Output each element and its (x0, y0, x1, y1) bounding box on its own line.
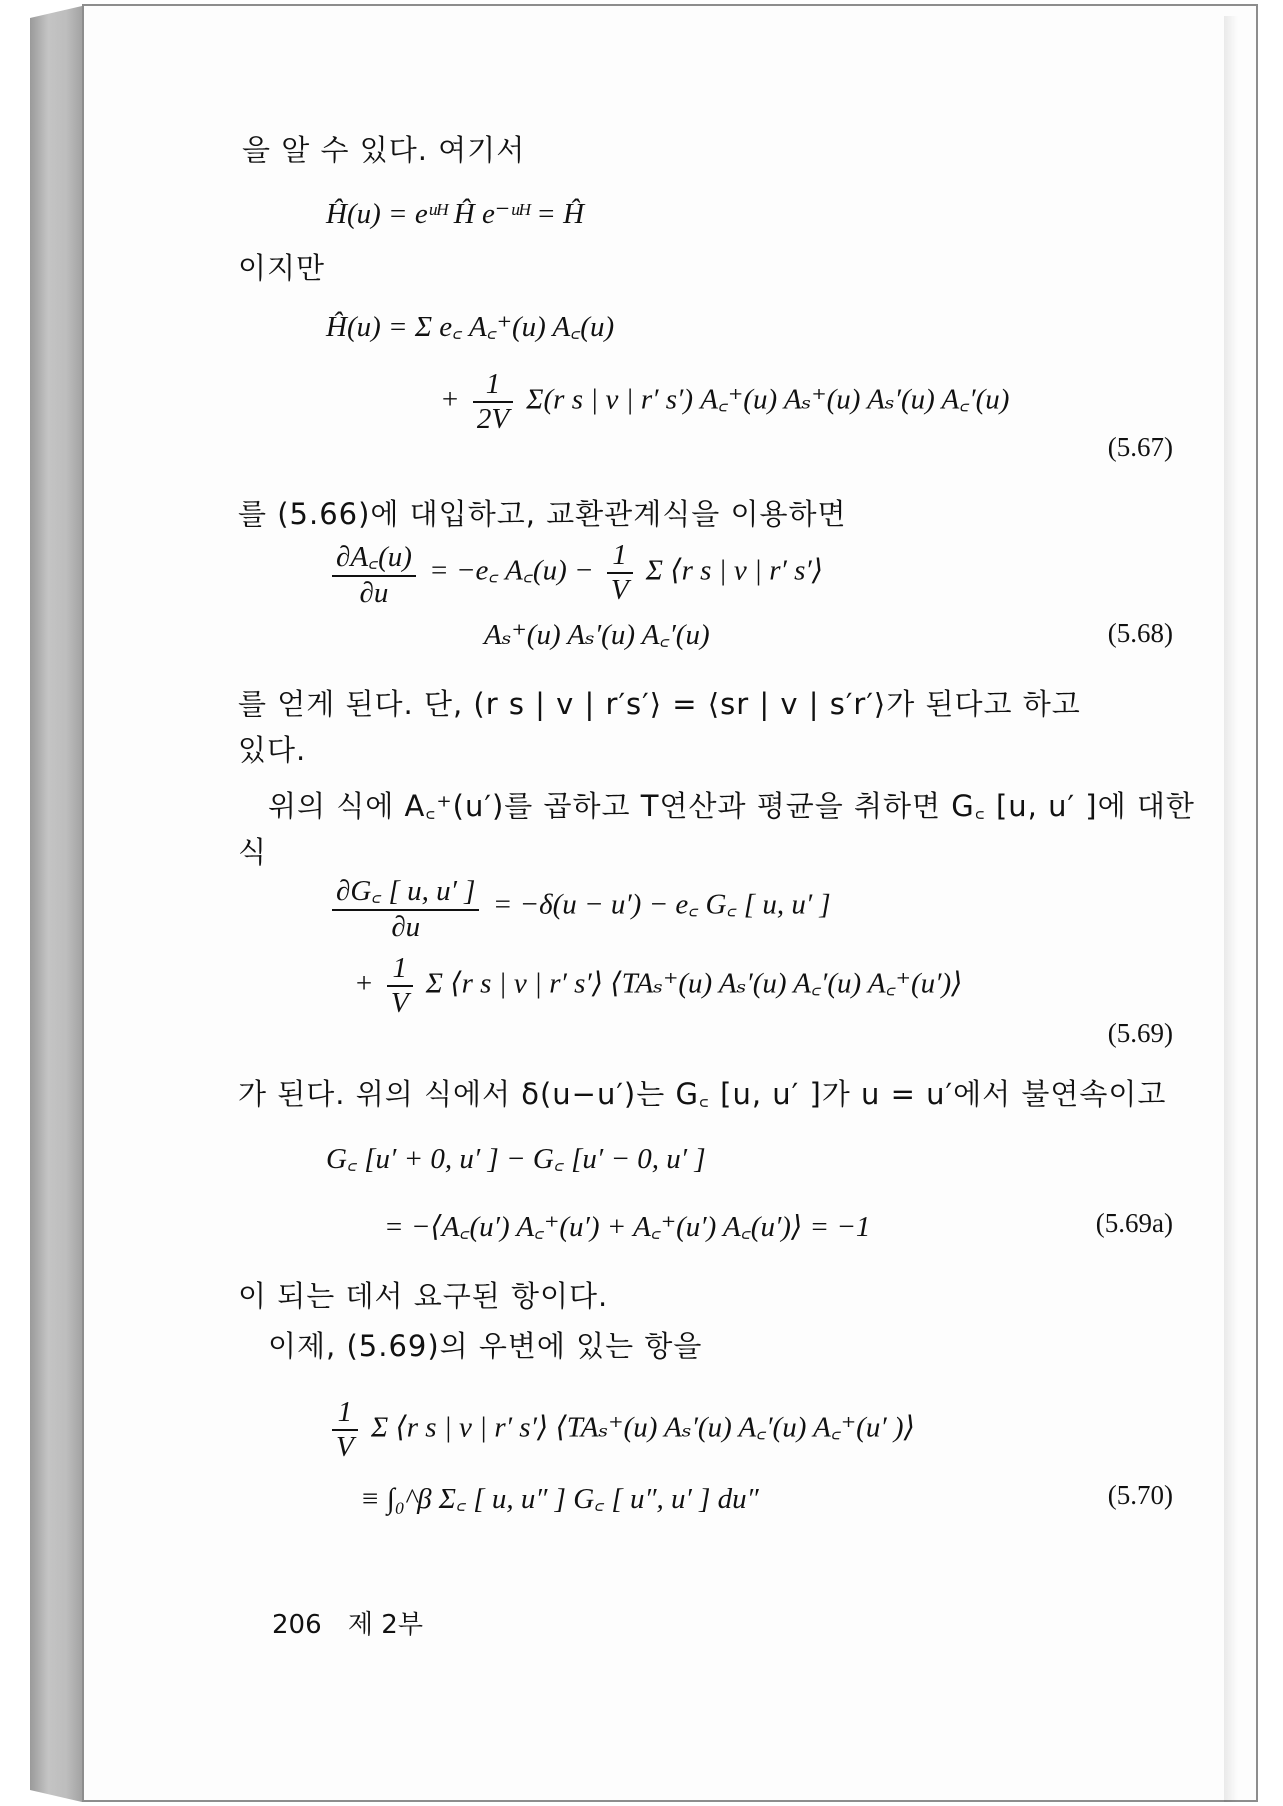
fraction-denominator: 2V (476, 403, 510, 435)
text-line: 이지만 (238, 251, 326, 285)
equation-number: (5.69a) (1095, 1208, 1173, 1238)
text-line: 있다. (238, 733, 307, 767)
fraction-denominator: V (336, 1431, 354, 1463)
fraction (332, 536, 416, 610)
fraction (332, 1396, 358, 1464)
equation-5-68-line2: Aₛ⁺(u) Aₛ′(u) A꜀′(u) (484, 619, 710, 651)
fraction-numerator: 1 (387, 952, 413, 987)
equation-term: = −δ(u − u′) − e꜀ G꜀ [ u, u′ ] (492, 888, 831, 921)
fraction-denominator: V (610, 574, 629, 606)
equation-5-69a-line1: G꜀ [u′ + 0, u′ ] − G꜀ [u′ − 0, u′ ] (326, 1143, 706, 1175)
equation-term: Σ(r s | v | r′ s′) A꜀⁺(u) Aₛ⁺(u) Aₛ′(u) A꜀′(u) (526, 383, 1010, 416)
equation-number: (5.67) (1107, 432, 1173, 462)
plus-sign: + (354, 967, 374, 1000)
text-line: 식 (238, 835, 268, 869)
text-line: 가 된다. 위의 식에서 δ(u−u′)는 G꜀ [u, u′ ]가 u = u′에서 불연속이고 (238, 1077, 1167, 1111)
fraction (473, 368, 513, 436)
equation-number: (5.70) (1107, 1480, 1173, 1510)
equation-5-69-line1 (326, 870, 831, 944)
text-line: 를 (5.66)에 대입하고, 교환관계식을 이용하면 (238, 497, 847, 531)
plus-sign: + (440, 383, 460, 416)
fraction (387, 952, 413, 1020)
equation-term: Σ ⟨r s | v | r′ s′⟩ ⟨TAₛ⁺(u) Aₛ′(u) A꜀′(u) A꜀⁺(u′ )⟩ (370, 1411, 915, 1444)
text-line: 을 알 수 있다. 여기서 (242, 133, 526, 167)
equation-5-69a-line2: = −⟨A꜀(u′) A꜀⁺(u′) + A꜀⁺(u′) A꜀(u′)⟩ = −1 (384, 1211, 871, 1243)
fraction-denominator: ∂u (359, 577, 389, 609)
book-spine (30, 6, 82, 1802)
page-edge-shadow (1224, 16, 1238, 1802)
fraction-numerator: 1 (473, 368, 513, 403)
fraction-numerator: 1 (332, 1396, 358, 1431)
fraction-numerator: ∂G꜀ [ u, u′ ] (332, 870, 479, 911)
equation-5-70-line1 (326, 1396, 915, 1464)
page-footer (272, 1604, 423, 1641)
text-line: 를 얻게 된다. 단, (r s | v | r′s′⟩ = ⟨sr | v | s′r′⟩가 된다고 하고 (238, 687, 1081, 721)
fraction-numerator: 1 (607, 539, 633, 574)
equation-term: Σ ⟨r s | v | r′ s′⟩ (645, 554, 824, 587)
fraction-denominator: V (390, 987, 409, 1019)
fraction (607, 539, 633, 607)
text-line: 위의 식에 A꜀⁺(u′)를 곱하고 T연산과 평균을 취하면 G꜀ [u, u′ ]에 대한 (268, 789, 1195, 823)
equation-5-70-line2: ≡ ∫₀^β Σ꜀ [ u, u″ ] G꜀ [ u″, u′ ] du″ (360, 1483, 759, 1515)
part-label: 제 2부 (347, 1610, 423, 1640)
text-line: 이 되는 데서 요구된 항이다. (238, 1279, 609, 1313)
equation-5-69-line2 (354, 952, 962, 1020)
fraction-numerator: ∂A꜀(u) (332, 536, 416, 577)
equation-number: (5.69) (1107, 1018, 1173, 1048)
equation-5-67-line2 (440, 368, 1009, 436)
page-number: 206 (272, 1610, 322, 1640)
equation-term: Σ ⟨r s | v | r′ s′⟩ ⟨TAₛ⁺(u) Aₛ′(u) A꜀′(u) A꜀⁺(u′)⟩ (425, 967, 963, 1000)
text-line: 이제, (5.69)의 우변에 있는 항을 (268, 1329, 703, 1363)
fraction (332, 870, 479, 944)
equation-5-67-line1: Ĥ(u) = Σ e꜀ A꜀⁺(u) A꜀(u) (326, 311, 615, 343)
equation-h-hat: Ĥ(u) = eᵘᴴ Ĥ e⁻ᵘᴴ = Ĥ (326, 198, 585, 230)
equation-number: (5.68) (1107, 618, 1173, 648)
equation-term: = −e꜀ A꜀(u) − (429, 554, 594, 587)
fraction-denominator: ∂u (391, 911, 421, 943)
equation-5-68-line1 (326, 536, 823, 610)
